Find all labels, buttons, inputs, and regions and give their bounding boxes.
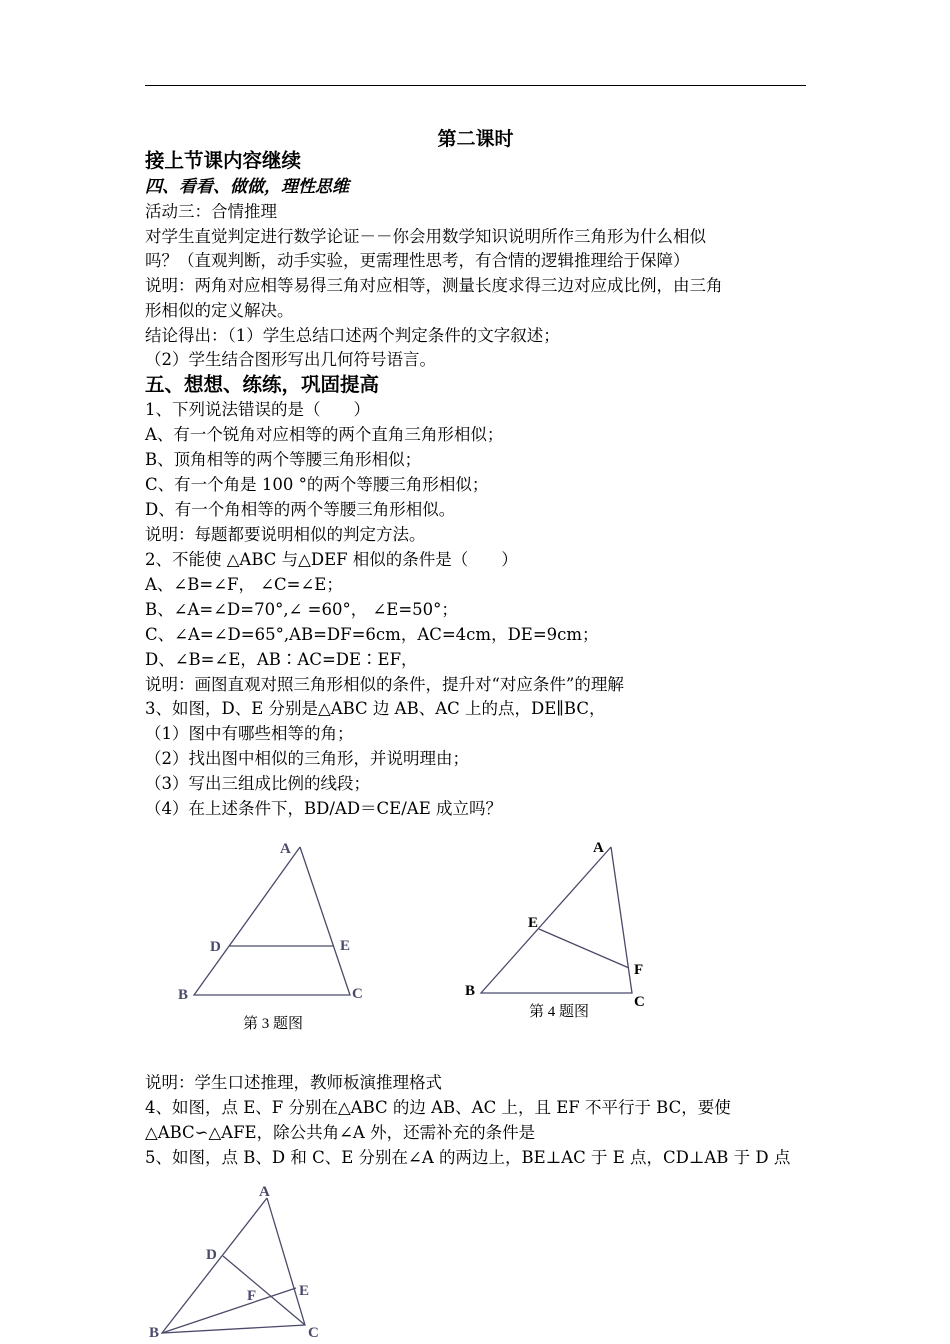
segment-ef (539, 929, 629, 968)
text-line: 1、下列说法错误的是（ ） (145, 400, 370, 419)
text-line: 5、如图，点 B、D 和 C、E 分别在∠A 的两边上，BE⊥AC 于 E 点，CD⊥AB 于 D 点 (145, 1148, 791, 1167)
section-heading: 五、想想、练练，巩固提高 (145, 373, 380, 396)
segment-cd (223, 1256, 305, 1325)
point-label-e: E (299, 1283, 310, 1299)
figure-caption: 第 3 题图 (243, 1016, 304, 1032)
section-heading: 接上节课内容继续 (145, 149, 302, 172)
page-title: 第二课时 (437, 128, 514, 150)
text-line: D、∠B=∠E，AB∶AC=DE∶EF， (145, 650, 418, 669)
text-line: B、顶角相等的两个等腰三角形相似； (145, 450, 422, 469)
point-label-e: E (340, 938, 351, 954)
text-line: C、∠A=∠D=65°,AB=DF=6cm，AC=4cm，DE=9cm； (145, 625, 599, 644)
figure-5 (140, 1180, 340, 1344)
text-line: （2）学生结合图形写出几何符号语言。 (145, 350, 436, 369)
point-label-a: A (280, 841, 291, 857)
point-label-f: F (247, 1288, 257, 1304)
triangle-abc (194, 847, 350, 995)
text-line: C、有一个角是 100 °的两个等腰三角形相似； (145, 475, 489, 494)
text-line: A、∠B=∠F， ∠C=∠E； (145, 575, 343, 594)
point-label-c: C (308, 1325, 319, 1341)
text-line: 说明：两角对应相等易得三角对应相等，测量长度求得三边对应成比例，由三角 (145, 276, 723, 295)
figure-caption: 第 4 题图 (529, 1004, 590, 1020)
text-line: 说明：学生口述推理，教师板演推理格式 (145, 1073, 442, 1092)
text-line: B、∠A=∠D=70°,∠ =60°， ∠E=50°； (145, 600, 458, 619)
point-label-c: C (634, 994, 645, 1010)
text-line: 说明：画图直观对照三角形相似的条件，提升对“对应条件”的理解 (145, 675, 624, 694)
triangle-abc (481, 847, 632, 993)
text-line: 活动三：合情推理 (145, 202, 277, 221)
text-line: （2）找出图中相似的三角形，并说明理由； (145, 749, 469, 768)
text-line: 3、如图，D、E 分别是△ABC 边 AB、AC 上的点，DE∥BC， (145, 699, 606, 718)
text-line: D、有一个角相等的两个等腰三角形相似。 (145, 500, 456, 519)
text-line: A、有一个锐角对应相等的两个直角三角形相似； (145, 425, 504, 444)
point-label-a: A (593, 840, 604, 856)
point-label-b: B (149, 1325, 160, 1341)
section-heading: 四、看看、做做，理性思维 (145, 177, 349, 197)
figure-4 (455, 835, 665, 1035)
text-line: 说明：每题都要说明相似的判定方法。 (145, 525, 426, 544)
text-line: 结论得出：（1）学生总结口述两个判定条件的文字叙述； (145, 326, 560, 345)
header-rule (145, 85, 806, 86)
point-label-f: F (634, 962, 644, 978)
text-line: （3）写出三组成比例的线段； (145, 774, 370, 793)
point-label-b: B (465, 983, 476, 999)
point-label-d: D (206, 1247, 217, 1263)
figure-3 (170, 835, 380, 1035)
point-label-d: D (210, 939, 221, 955)
text-line: △ABC∽△AFE，除公共角∠A 外，还需补充的条件是 (145, 1123, 536, 1142)
text-line: 吗？（直观判断，动手实验，更需理性思考，有合情的逻辑推理给于保障） (145, 251, 690, 270)
point-label-c: C (352, 986, 363, 1002)
text-line: （1）图中有哪些相等的角； (145, 724, 354, 743)
text-line: 2、不能使 △ABC 与△DEF 相似的条件是（ ） (145, 550, 518, 569)
text-line: （4）在上述条件下，BD/AD＝CE/AE 成立吗？ (145, 799, 502, 818)
text-line: 对学生直觉判定进行数学论证－－你会用数学知识说明所作三角形为什么相似 (145, 227, 706, 246)
point-label-b: B (178, 987, 189, 1003)
point-label-e: E (528, 915, 539, 931)
text-line: 形相似的定义解决。 (145, 301, 294, 320)
point-label-a: A (259, 1184, 270, 1200)
text-line: 4、如图，点 E、F 分别在△ABC 的边 AB、AC 上，且 EF 不平行于 BC，要使 (145, 1098, 731, 1117)
